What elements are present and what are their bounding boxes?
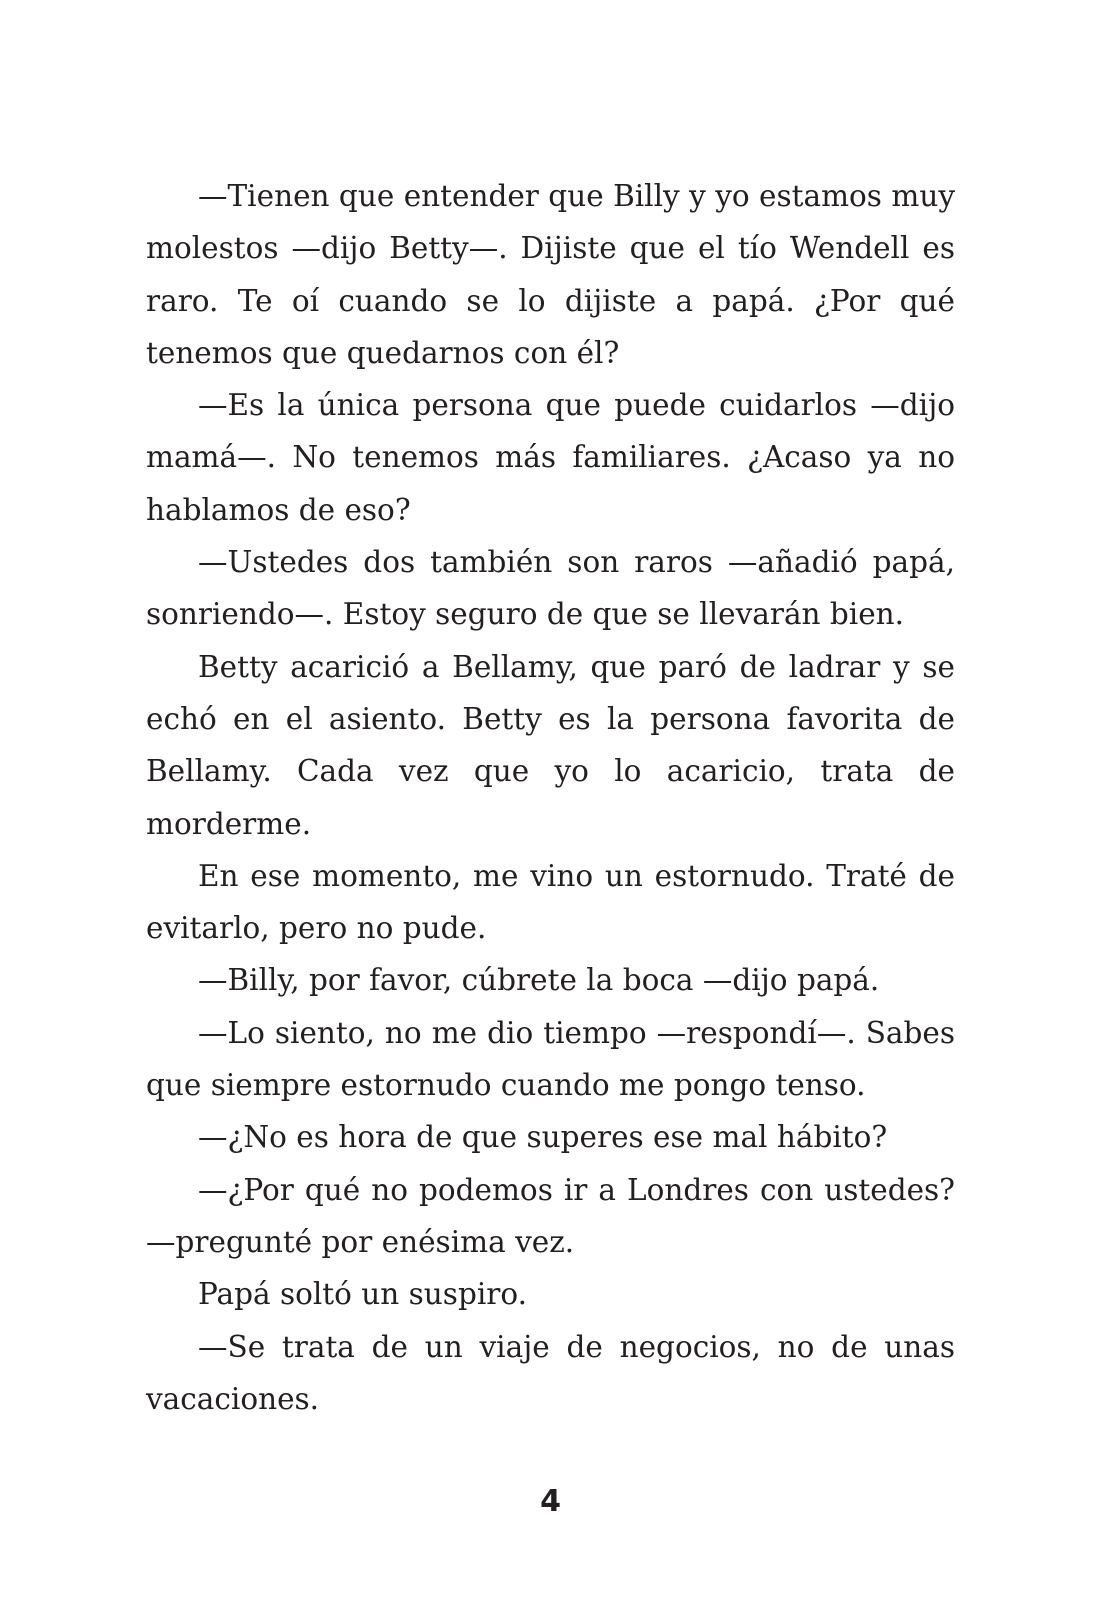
- paragraph-10: Papá soltó un suspiro.: [198, 1277, 527, 1312]
- paragraph-2: —Es la única persona que puede cuidarlos —dijo mamá—. No tenemos más familiares. ¿Acaso ya no hablamos de eso?: [146, 388, 955, 527]
- paragraph-6: —Billy, por favor, cúbrete la boca —dijo papá.: [198, 963, 880, 998]
- paragraph-7: —Lo siento, no me dio tiempo —respondí—. Sabes que siempre estornudo cuando me pongo tenso.: [146, 1015, 955, 1103]
- paragraph-8: —¿No es hora de que superes ese mal hábito?: [198, 1120, 888, 1155]
- paragraph-4: Betty acarició a Bellamy, que paró de ladrar y se echó en el asiento. Betty es la persona favorita de Bellamy. Cada vez que yo lo acaricio, trata de morderme.: [146, 649, 955, 841]
- paragraph-1: —Tienen que entender que Billy y yo estamos muy molestos —dijo Betty—. Dijiste que el tío Wendell es raro. Te oí cuando se lo dijiste a papá. ¿Por qué tenemos que quedarnos con él?: [146, 179, 955, 370]
- paragraph-5: En ese momento, me vino un estornudo. Traté de evitarlo, pero no pude.: [146, 858, 955, 946]
- body-text: [146, 170, 955, 1425]
- paragraph-9: —¿Por qué no podemos ir a Londres con ustedes? —pregunté por enésima vez.: [146, 1172, 955, 1259]
- paragraph-3: —Ustedes dos también son raros —añadió papá, sonriendo—. Estoy seguro de que se llevarán bien.: [146, 545, 955, 632]
- paragraph-11: —Se trata de un viaje de negocios, no de unas vacaciones.: [146, 1329, 955, 1416]
- page-number: 4: [540, 1484, 561, 1519]
